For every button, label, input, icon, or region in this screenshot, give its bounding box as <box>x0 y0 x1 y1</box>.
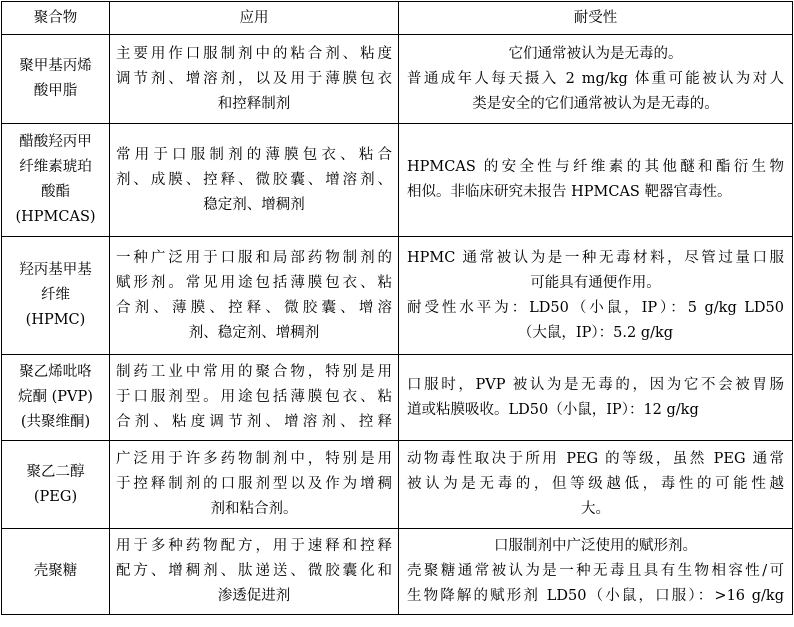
table-row <box>2 441 793 529</box>
tolerance-line: 口服制剂中广泛使用的赋形剂。 <box>494 538 697 554</box>
tolerance-line: 类是安全的它们通常被认为是无毒的。 <box>472 95 719 112</box>
polymer-name-line: 烷酮 (PVP) <box>18 389 93 405</box>
header-application: 应用 <box>110 2 399 35</box>
header-tolerance: 耐受性 <box>399 2 793 35</box>
application-line: 制药工业中常用的聚合物，特别是用 <box>116 364 392 380</box>
application-cell <box>110 529 399 615</box>
application-line: 用于多种药物配方，用于速释和控释 <box>116 538 392 554</box>
polymer-name-line: 聚甲基丙烯 <box>19 58 92 74</box>
tolerance-line: 动物毒性取决于所用 PEG 的等级，虽然 PEG 通常 <box>407 451 784 467</box>
tolerance-line: HPMCAS 的安全性与纤维素的其他醚和酯衍生物 <box>407 159 784 175</box>
tolerance-line: 壳聚糖通常被认为是一种无毒且具有生物相容性/可 <box>407 563 784 579</box>
tolerance-cell <box>399 355 793 441</box>
tolerance-cell <box>399 529 793 615</box>
application-line: 合剂、粘度调节剂、增溶剂、控释 <box>116 414 392 430</box>
polymer-name-line: 壳聚糖 <box>33 563 78 579</box>
application-line: 剂和粘合剂。 <box>210 501 298 517</box>
polymer-name-cell <box>2 355 110 441</box>
application-line: 和控释制剂 <box>217 95 291 112</box>
application-line: 合剂、薄膜、控释、微胶囊、增溶 <box>116 299 392 316</box>
polymer-name-line: 聚乙烯吡咯 <box>19 364 92 380</box>
polymer-name-cell <box>2 35 110 124</box>
polymer-name-line: (HPMCAS) <box>15 209 96 225</box>
polymer-name-line: (HPMC) <box>25 312 86 328</box>
application-line: 剂、稳定剂、增稠剂 <box>188 324 320 341</box>
polymer-name-line: (共聚维酮) <box>20 414 91 430</box>
polymer-name-line: 酸酯 <box>41 184 70 200</box>
tolerance-line: 相似。非临床研究未报告 HPMCAS 靶器官毒性。 <box>407 184 732 200</box>
tolerance-line: 生物降解的赋形剂 LD50（小鼠，口服）：>16 g/kg <box>407 588 784 604</box>
table-row <box>2 529 793 615</box>
polymer-name-cell <box>2 529 110 615</box>
application-cell <box>110 237 399 355</box>
application-line: 渗透促进剂 <box>217 588 291 604</box>
tolerance-line: 耐受性水平为：LD50（小鼠，IP）：5 g/kg LD50 <box>407 299 784 316</box>
polymer-name-line: 纤维素琥珀 <box>19 159 92 175</box>
tolerance-line: HPMC 通常被认为是一种无毒材料，尽管过量口服 <box>407 249 784 266</box>
application-line: 广泛用于许多药物制剂中，特别是用 <box>116 451 392 467</box>
polymer-name-cell <box>2 124 110 237</box>
table-row <box>2 35 793 124</box>
application-line: 调节剂、增溶剂，以及用于薄膜包衣 <box>116 70 392 87</box>
application-line: 于控释制剂的口服剂型以及作为增稠 <box>116 476 392 492</box>
application-cell <box>110 35 399 124</box>
application-cell <box>110 441 399 529</box>
application-line: 剂、成膜、控释、微胶囊、增溶剂、 <box>116 171 392 188</box>
polymer-name-line: 酸甲脂 <box>33 83 78 99</box>
application-line: 配方、增稠剂、肽递送、微胶囊化和 <box>116 563 392 579</box>
tolerance-cell <box>399 237 793 355</box>
application-line: 一种广泛用于口服和局部药物制剂的 <box>116 249 392 266</box>
polymer-name-cell <box>2 237 110 355</box>
tolerance-line: 大。 <box>581 501 610 517</box>
application-cell <box>110 355 399 441</box>
polymer-name-line: (PEG) <box>33 488 78 505</box>
tolerance-cell <box>399 35 793 124</box>
application-line: 于口服剂型。用途包括薄膜包衣、粘 <box>116 389 392 405</box>
tolerance-line: 口服时，PVP 被认为是无毒的，因为它不会被胃肠 <box>407 376 784 393</box>
tolerance-line: 道或粘膜吸收。LD50（小鼠，IP）：12 g/kg <box>407 401 699 418</box>
polymer-name-line: 羟丙基甲基 <box>19 262 92 278</box>
tolerance-line: 被认为是无毒的，但等级越低，毒性的可能性越 <box>407 476 784 492</box>
polymer-name-line: 纤维 <box>41 287 70 303</box>
polymer-name-line: 聚乙二醇 <box>26 463 85 480</box>
header-polymer: 聚合物 <box>2 2 110 35</box>
application-line: 常用于口服制剂的薄膜包衣、粘合 <box>116 146 392 163</box>
table-header-row <box>2 2 793 35</box>
tolerance-cell <box>399 441 793 529</box>
tolerance-line: 普通成年人每天摄入 2 mg/kg 体重可能被认为对人 <box>407 70 784 87</box>
application-line: 主要用作口服制剂中的粘合剂、粘度 <box>116 45 392 62</box>
application-line: 赋形剂。常见用途包括薄膜包衣、粘 <box>116 274 392 291</box>
tolerance-cell <box>399 124 793 237</box>
polymer-name-cell <box>2 441 110 529</box>
polymer-table <box>1 1 793 615</box>
tolerance-line: 可能具有通便作用。 <box>530 274 661 291</box>
tolerance-line: （大鼠，IP）：5.2 g/kg <box>517 324 674 341</box>
polymer-name-line: 醋酸羟丙甲 <box>19 134 92 150</box>
application-line: 稳定剂、增稠剂 <box>203 196 305 213</box>
application-cell <box>110 124 399 237</box>
table-row <box>2 124 793 237</box>
table-row <box>2 237 793 355</box>
tolerance-line: 它们通常被认为是无毒的。 <box>508 45 683 62</box>
table-row <box>2 355 793 441</box>
